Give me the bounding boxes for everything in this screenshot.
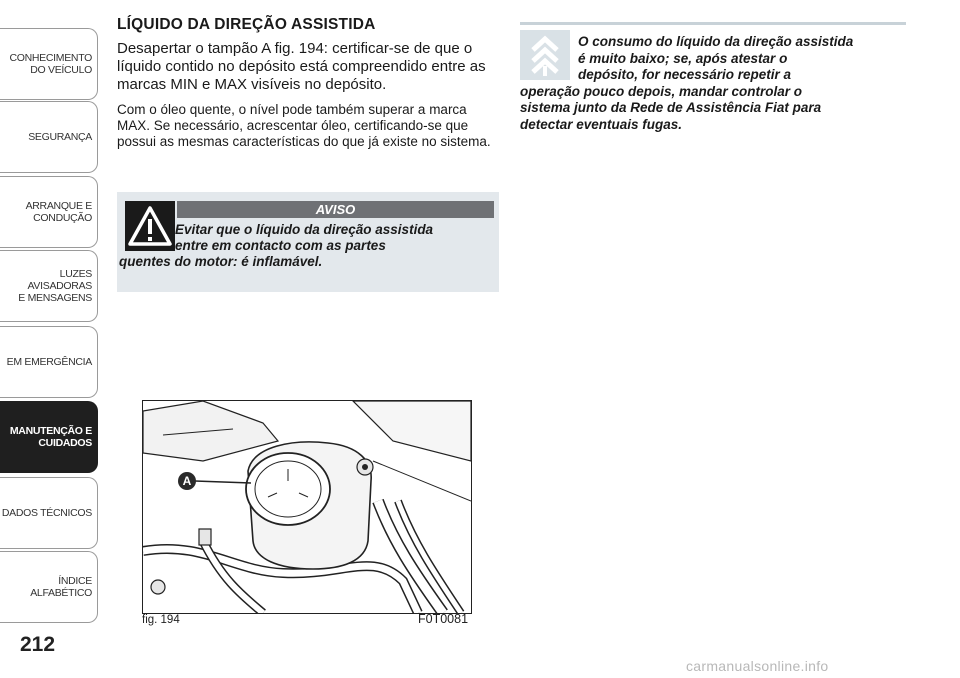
page-number: 212 (20, 633, 56, 656)
warning-box (117, 192, 499, 292)
tab-indice-alfabetico[interactable] (0, 551, 98, 623)
figure-caption: fig. 194 (142, 614, 180, 626)
reservoir-illustration (143, 401, 471, 613)
note-text (520, 34, 910, 133)
note-line: sistema junto da Rede de Assistência Fiat para (520, 100, 822, 115)
chapter-tabs (0, 0, 100, 630)
paragraph: Com o óleo quente, o nível pode também superar a marca MAX. Se necessário, acrescentar óleo, certificando-se que possui as mesmas características do que já existe no sistema. (117, 102, 491, 149)
main-column (117, 16, 500, 150)
tab-label: SEGURANÇA (28, 131, 92, 143)
tab-em-emergencia[interactable] (0, 326, 98, 398)
note-divider (520, 22, 906, 25)
tab-label: LUZES AVISADORAS E MENSAGENS (18, 268, 92, 304)
tab-label: ÍNDICE ALFABÉTICO (30, 575, 92, 599)
warning-line: quentes do motor: é inflamável. (119, 254, 323, 269)
tab-manutencao-e-cuidados[interactable] (0, 401, 98, 473)
tab-conhecimento-do-veiculo[interactable] (0, 28, 98, 100)
note-line: operação pouco depois, mandar controlar o (520, 83, 803, 99)
warning-line: Evitar que o líquido da direção assistida (175, 222, 434, 237)
warning-text (117, 222, 497, 270)
note-line: O consumo do líquido da direção assistida (578, 34, 854, 49)
note-line: é muito baixo; se, após atestar o (578, 50, 788, 66)
tab-label: DADOS TÉCNICOS (1, 507, 92, 519)
callout-label-a: A (182, 474, 192, 488)
warning-heading: AVISO (177, 201, 494, 218)
note-line: detectar eventuais fugas. (520, 116, 683, 132)
figure-power-steering-reservoir (142, 400, 472, 614)
tab-seguranca[interactable] (0, 101, 98, 173)
tab-label: EM EMERGÊNCIA (6, 356, 92, 368)
tab-luzes-avisadoras[interactable] (0, 250, 98, 322)
section-title: LÍQUIDO DA DIREÇÃO ASSISTIDA (117, 16, 376, 33)
tab-label: ARRANQUE E CONDUÇÃO (25, 200, 92, 224)
tab-arranque-e-conducao[interactable] (0, 176, 98, 248)
paragraph: Desapertar o tampão A fig. 194: certificar-se de que o líquido contido no depósito está compreendido entre as marcas MIN e MAX visíveis no depósito. (117, 40, 486, 93)
warning-line: entre em contacto com as partes (175, 238, 386, 253)
note-line: depósito, for necessário repetir a (578, 67, 792, 82)
watermark: carmanualsonline.info (686, 658, 829, 674)
tab-dados-tecnicos[interactable] (0, 477, 98, 549)
tab-label: MANUTENÇÃO E CUIDADOS (9, 425, 92, 449)
figure-code: F0T0081 (418, 612, 469, 626)
tab-label: CONHECIMENTO DO VEÍCULO (9, 52, 92, 76)
